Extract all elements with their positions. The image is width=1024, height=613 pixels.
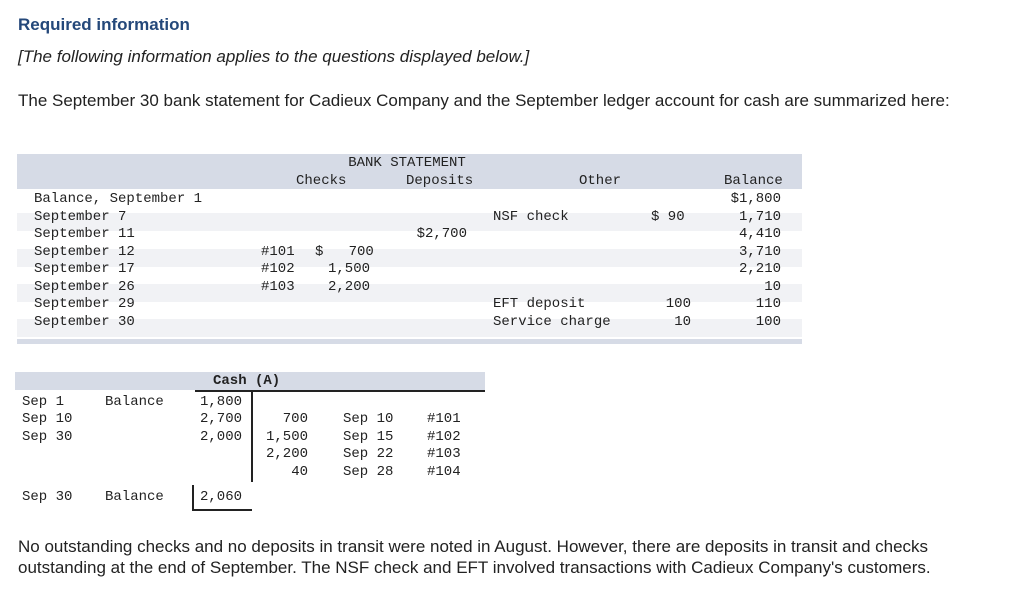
credit-reference: #103: [427, 446, 461, 462]
row-date: September 17: [34, 261, 135, 277]
row-date: September 29: [34, 296, 135, 312]
closing-paragraph: No outstanding checks and no deposits in transit were noted in August. However, there are deposits in transit and checks outstanding at the end of September. The NSF check and EFT involved transactions with Cadieux Company's customers.: [18, 537, 931, 577]
row-other-desc: NSF check: [493, 209, 569, 225]
row-other-desc: Service charge: [493, 314, 611, 330]
row-balance: 4,410: [738, 226, 781, 242]
row-balance: 100: [755, 314, 781, 330]
row-date: September 7: [34, 209, 127, 225]
credit-date: Sep 22: [343, 446, 394, 462]
row-balance: 10: [764, 279, 781, 295]
row-check-number: #103: [261, 279, 295, 295]
row-balance: 110: [755, 296, 781, 312]
row-other-desc: EFT deposit: [493, 296, 586, 312]
t-account-vertical-rule: [251, 390, 253, 482]
column-header-balance: Balance: [724, 173, 783, 189]
credit-reference: #104: [427, 464, 461, 480]
row-other-amount: 10: [674, 314, 691, 330]
row-date: Balance, September 1: [34, 191, 203, 207]
row-check-number: #102: [261, 261, 295, 277]
ending-balance-date: Sep 30: [22, 489, 73, 505]
debit-date: Sep 1: [22, 394, 65, 410]
column-header-other: Other: [579, 173, 622, 189]
ending-balance-amount: 2,060: [199, 489, 242, 505]
row-balance: 2,210: [738, 261, 781, 277]
row-deposit: $2,700: [416, 226, 467, 242]
row-balance: $1,800: [730, 191, 781, 207]
credit-date: Sep 15: [343, 429, 394, 445]
row-check-amount: 1,500: [327, 261, 370, 277]
row-check-number: #101: [261, 244, 295, 260]
bank-statement-table: [17, 154, 802, 344]
credit-date: Sep 28: [343, 464, 394, 480]
credit-amount: 2,200: [265, 446, 308, 462]
row-date: September 30: [34, 314, 135, 330]
row-date: September 12: [34, 244, 135, 260]
info-note: [The following information applies to the questions displayed below.]: [18, 47, 530, 66]
credit-reference: #102: [427, 429, 461, 445]
credit-amount: 40: [291, 464, 308, 480]
t-account-title: Cash (A): [213, 373, 281, 389]
row-balance: 1,710: [738, 209, 781, 225]
table-footer-band: [17, 339, 802, 344]
credit-reference: #101: [427, 411, 461, 427]
debit-amount: 1,800: [199, 394, 242, 410]
debit-date: Sep 10: [22, 411, 73, 427]
row-other-amount: $ 90: [651, 209, 685, 225]
bank-statement-heading: BANK STATEMENT: [348, 155, 466, 171]
row-check-amount: $ 700: [315, 244, 374, 260]
row-check-amount: 2,200: [327, 279, 370, 295]
debit-date: Sep 30: [22, 429, 73, 445]
column-header-checks: Checks: [296, 173, 347, 189]
debit-amount: 2,700: [199, 411, 242, 427]
row-other-amount: 100: [665, 296, 691, 312]
credit-date: Sep 10: [343, 411, 394, 427]
debit-amount: 2,000: [199, 429, 242, 445]
debit-description: Balance: [105, 394, 164, 410]
row-balance: 3,710: [738, 244, 781, 260]
credit-amount: 700: [282, 411, 308, 427]
ending-balance-label: Balance: [105, 489, 164, 505]
cash-t-account: [15, 372, 490, 512]
t-account-horizontal-rule: [195, 390, 485, 392]
row-date: September 26: [34, 279, 135, 295]
credit-amount: 1,500: [265, 429, 308, 445]
intro-paragraph: The September 30 bank statement for Cadieux Company and the September ledger account for cash are summarized here:: [18, 91, 950, 110]
column-header-deposits: Deposits: [406, 173, 474, 189]
row-date: September 11: [34, 226, 135, 242]
required-information-title: Required information: [18, 15, 190, 34]
